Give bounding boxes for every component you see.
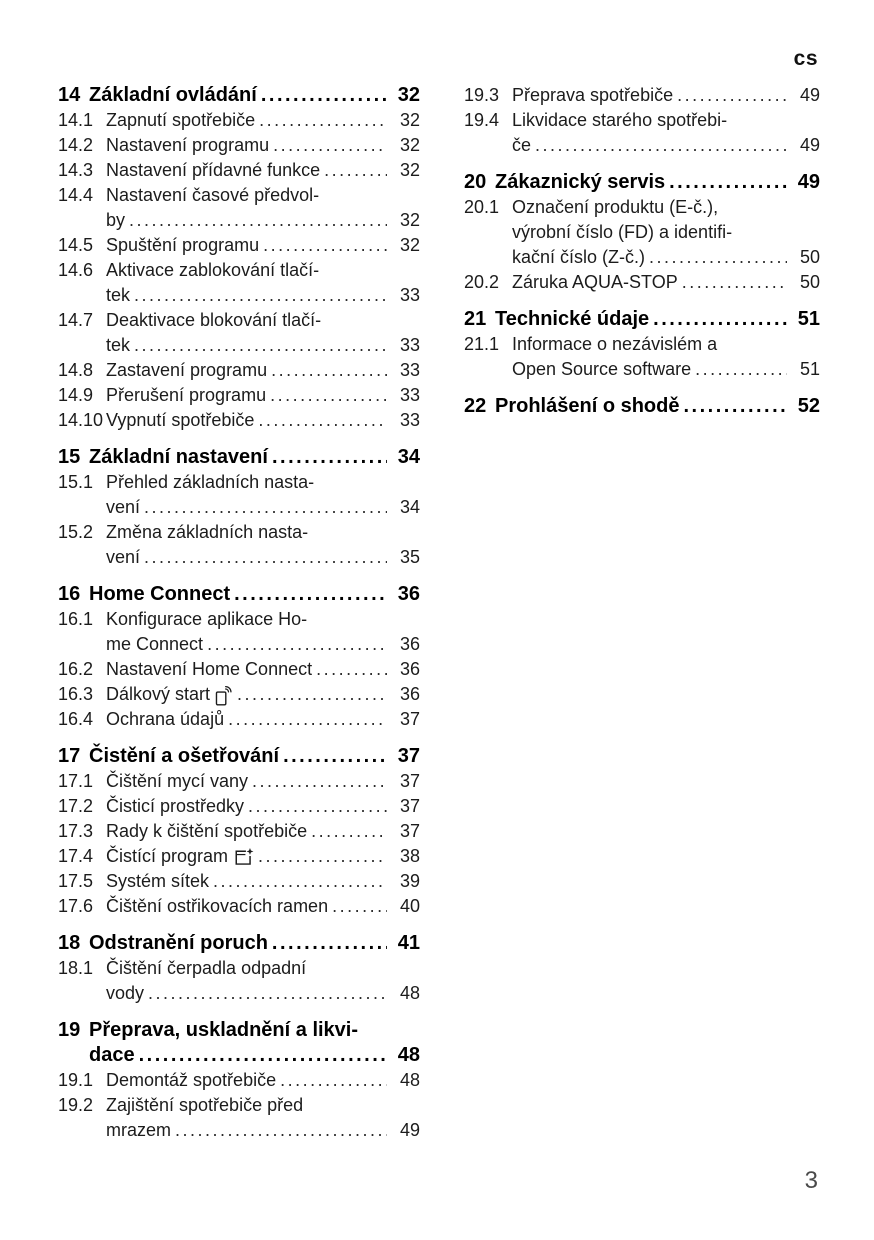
toc-subsection-entry [58,233,420,258]
toc-entry-title: tek [106,335,131,355]
dotted-leader [252,769,387,794]
toc-entry-line [58,445,420,470]
toc-entry-page-number: 35 [399,547,420,567]
toc-entry-title: Čištění mycí vany [106,771,249,791]
toc-entry-page-number: 32 [399,210,420,230]
dotted-leader [677,83,787,108]
toc-entry-page-number: 34 [397,446,420,468]
dotted-leader [324,158,387,183]
toc-entry-page-number: 40 [399,896,420,916]
toc-entry-line [58,956,420,981]
toc-entry-number: 15 [58,446,81,468]
toc-entry-number: 21 [464,308,487,330]
machine-care-icon [233,848,254,867]
toc-entry-title: vení [106,497,141,517]
toc-subsection-entry [464,83,820,108]
toc-entry-page-number: 32 [399,135,420,155]
dotted-leader [258,844,387,869]
toc-entry-title: Aktivace zablokování tlačí- [106,260,320,280]
toc-entry-line [58,844,420,869]
toc-entry-number: 19.4 [464,110,500,130]
toc-entry-number: 14.5 [58,235,94,255]
toc-entry-line [58,208,420,233]
toc-entry-number: 18 [58,932,81,954]
dotted-leader [228,707,387,732]
toc-entry-page-number: 39 [399,871,420,891]
toc-entry-title: Dálkový start [106,684,211,704]
toc-entry-title: Rady k čištění spotřebiče [106,821,308,841]
dotted-leader [144,545,387,570]
toc-entry-page-number: 49 [797,171,820,193]
dotted-leader [261,83,387,108]
toc-entry-page-number: 50 [799,247,820,267]
toc-entry-line [58,794,420,819]
dotted-leader [258,408,387,433]
toc-entry-title: Změna základních nasta- [106,522,309,542]
toc-entry-line [58,283,420,308]
toc-entry-title: Zákaznický servis [495,171,666,193]
toc-section-entry [464,307,820,332]
toc-entry-title: Označení produktu (E-č.), [512,197,719,217]
dotted-leader [316,657,387,682]
toc-entry-line [464,245,820,270]
toc-entry-page-number: 36 [399,684,420,704]
toc-subsection-entry [58,183,420,233]
toc-entry-page-number: 33 [399,410,420,430]
toc-subsection-entry [58,133,420,158]
toc-entry-number: 19.2 [58,1095,94,1115]
toc-entry-line [58,894,420,919]
toc-entry-title: Ochrana údajů [106,709,225,729]
toc-entry-page-number: 38 [399,846,420,866]
toc-entry-number: 19.1 [58,1070,94,1090]
dotted-leader [270,383,387,408]
toc-entry-page-number: 37 [399,771,420,791]
toc-entry-line [464,270,820,295]
toc-entry-title: če [512,135,532,155]
toc-subsection-entry [58,869,420,894]
toc-entry-line [58,183,420,208]
dotted-leader [272,445,387,470]
toc-entry-number: 17.6 [58,896,94,916]
toc-entry-page-number: 48 [399,983,420,1003]
toc-subsection-entry [58,657,420,682]
toc-subsection-entry [58,258,420,308]
toc-entry-title: Nastavení Home Connect [106,659,313,679]
toc-entry-page-number: 41 [397,932,420,954]
toc-entry-title: Čistění a ošetřování [89,745,280,767]
toc-subsection-entry [58,707,420,732]
toc-entry-title: Nastavení přídavné funkce [106,160,321,180]
dotted-leader [207,632,387,657]
toc-entry-line [464,394,820,419]
toc-subsection-entry [58,158,420,183]
remote-start-icon [215,685,233,707]
dotted-leader [213,869,387,894]
dotted-leader [175,1118,387,1143]
toc-entry-number: 14.9 [58,385,94,405]
toc-entry-number: 17.4 [58,846,94,866]
toc-column-right [464,83,820,1143]
toc-entry-number: 15.2 [58,522,94,542]
toc-entry-number: 17.2 [58,796,94,816]
toc-entry-title: Základní nastavení [89,446,268,468]
toc-entry-number: 14.8 [58,360,94,380]
toc-entry-page-number: 49 [399,1120,420,1140]
toc-entry-page-number: 48 [399,1070,420,1090]
toc-entry-title: Zastavení programu [106,360,268,380]
dotted-leader [263,233,387,258]
toc-entry-line [58,408,420,433]
toc-entry-title: Vypnutí spotřebiče [106,410,255,430]
toc-entry-line [58,258,420,283]
toc-entry-title: me Connect [106,634,204,654]
toc-entry-page-number: 37 [399,821,420,841]
dotted-leader [144,495,387,520]
dotted-leader [271,358,387,383]
toc-entry-line [464,357,820,382]
toc-subsection-entry [58,844,420,869]
toc-entry-number: 22 [464,395,487,417]
toc-entry-page-number: 51 [799,359,820,379]
toc-entry-title: Čisticí prostředky [106,796,245,816]
toc-subsection-entry [464,108,820,158]
toc-entry-title: Prohlášení o shodě [495,395,680,417]
toc-entry-title: Čistící program [106,846,229,866]
toc-entry-page-number: 49 [799,85,820,105]
toc-entry-page-number: 36 [397,583,420,605]
toc-entry-line [464,307,820,332]
toc-entry-line [58,657,420,682]
toc-subsection-entry [58,682,420,707]
toc-entry-number: 16.2 [58,659,94,679]
toc-entry-line [58,308,420,333]
toc-entry-title: Home Connect [89,583,231,605]
toc-entry-line [464,83,820,108]
toc-entry-title: Nastavení časové předvol- [106,185,320,205]
table-of-contents [58,83,820,1143]
toc-entry-line [58,545,420,570]
toc-entry-number: 17.3 [58,821,94,841]
toc-entry-page-number: 36 [399,659,420,679]
dotted-leader [139,1043,387,1068]
dotted-leader [311,819,387,844]
toc-entry-title: Zajištění spotřebiče před [106,1095,304,1115]
toc-column-left [58,83,420,1143]
dotted-leader [695,357,787,382]
toc-entry-title: Open Source software [512,359,692,379]
toc-entry-title: dace [89,1044,135,1066]
toc-entry-title: Záruka AQUA-STOP [512,272,678,292]
toc-subsection-entry [58,607,420,657]
toc-subsection-entry [464,270,820,295]
toc-entry-line [58,495,420,520]
toc-entry-line [58,744,420,769]
toc-subsection-entry [58,956,420,1006]
toc-entry-page-number: 32 [399,110,420,130]
toc-entry-line [58,769,420,794]
toc-section-entry [58,83,420,108]
toc-entry-line [464,133,820,158]
toc-entry-page-number: 51 [797,308,820,330]
toc-entry-number: 16.3 [58,684,94,704]
page-number: 3 [804,1167,818,1194]
toc-entry-number: 16.1 [58,609,94,629]
toc-subsection-entry [58,308,420,358]
toc-entry-number: 16.4 [58,709,94,729]
toc-entry-number: 17.5 [58,871,94,891]
toc-section-entry [464,394,820,419]
toc-entry-title: Systém sítek [106,871,210,891]
toc-entry-title: Konfigurace aplikace Ho- [106,609,308,629]
toc-entry-line [58,333,420,358]
toc-section-entry [58,931,420,956]
toc-entry-page-number: 49 [799,135,820,155]
toc-subsection-entry [58,108,420,133]
toc-entry-title: Čištění ostřikovacích ramen [106,896,329,916]
toc-entry-number: 17.1 [58,771,94,791]
toc-entry-number: 14 [58,84,81,106]
dotted-leader [129,208,387,233]
toc-entry-number: 14.1 [58,110,94,130]
toc-subsection-entry [58,794,420,819]
dotted-leader [273,133,387,158]
toc-entry-line [58,1068,420,1093]
toc-entry-line [58,1118,420,1143]
toc-entry-line [58,607,420,632]
dotted-leader [682,270,787,295]
toc-entry-number: 14.6 [58,260,94,280]
toc-subsection-entry [58,470,420,520]
toc-subsection-entry [58,1068,420,1093]
toc-entry-number: 14.10 [58,410,104,430]
toc-entry-number: 14.7 [58,310,94,330]
toc-entry-page-number: 37 [399,796,420,816]
toc-entry-number: 15.1 [58,472,94,492]
toc-entry-line [58,383,420,408]
dotted-leader [134,283,387,308]
toc-subsection-entry [58,769,420,794]
dotted-leader [535,133,787,158]
toc-entry-title: výrobní číslo (FD) a identifi- [512,222,733,242]
toc-entry-page-number: 33 [399,285,420,305]
toc-entry-title: Přehled základních nasta- [106,472,315,492]
toc-entry-page-number: 37 [399,709,420,729]
dotted-leader [653,307,787,332]
toc-entry-line [464,220,820,245]
toc-entry-title: Zapnutí spotřebiče [106,110,256,130]
toc-section-entry [58,445,420,470]
toc-entry-line [58,819,420,844]
toc-entry-line [464,195,820,220]
toc-entry-page-number: 52 [797,395,820,417]
toc-entry-title: Odstranění poruch [89,932,268,954]
toc-entry-line [58,233,420,258]
toc-entry-title: kační číslo (Z-č.) [512,247,646,267]
toc-entry-title: mrazem [106,1120,172,1140]
toc-entry-line [464,170,820,195]
dotted-leader [234,582,387,607]
toc-entry-page-number: 33 [399,385,420,405]
toc-entry-title: Demontáž spotřebiče [106,1070,277,1090]
toc-entry-line [58,158,420,183]
toc-subsection-entry [58,819,420,844]
dotted-leader [272,931,387,956]
toc-entry-title: Nastavení programu [106,135,270,155]
toc-entry-line [58,358,420,383]
toc-section-entry [58,1018,420,1068]
toc-entry-page-number: 48 [397,1044,420,1066]
dotted-leader [134,333,387,358]
toc-entry-title: tek [106,285,131,305]
toc-subsection-entry [464,332,820,382]
toc-entry-title: vení [106,547,141,567]
toc-entry-line [58,931,420,956]
language-code-label: cs [793,47,818,70]
toc-entry-number: 20.2 [464,272,500,292]
toc-entry-number: 19.3 [464,85,500,105]
toc-section-entry [58,744,420,769]
toc-entry-number: 21.1 [464,334,500,354]
toc-subsection-entry [58,894,420,919]
dotted-leader [237,682,387,707]
toc-entry-line [58,869,420,894]
toc-entry-number: 14.2 [58,135,94,155]
toc-entry-title: Čištění čerpadla odpadní [106,958,307,978]
dotted-leader [280,1068,387,1093]
toc-entry-number: 17 [58,745,81,767]
toc-entry-number: 14.4 [58,185,94,205]
toc-entry-number: 19 [58,1019,81,1041]
toc-subsection-entry [58,383,420,408]
toc-entry-title: Likvidace starého spotřebi- [512,110,728,130]
toc-entry-line [58,470,420,495]
toc-entry-line [58,682,420,707]
toc-entry-line [58,1043,420,1068]
toc-entry-line [58,632,420,657]
toc-entry-number: 20.1 [464,197,500,217]
toc-entry-page-number: 32 [399,235,420,255]
toc-entry-page-number: 37 [397,745,420,767]
toc-entry-page-number: 33 [399,335,420,355]
toc-entry-line [58,520,420,545]
toc-entry-title: Spuštění programu [106,235,260,255]
dotted-leader [283,744,387,769]
toc-entry-page-number: 34 [399,497,420,517]
toc-subsection-entry [58,358,420,383]
toc-section-entry [58,582,420,607]
dotted-leader [248,794,387,819]
toc-entry-title: Přeprava spotřebiče [512,85,674,105]
toc-entry-number: 16 [58,583,81,605]
toc-entry-title: Základní ovládání [89,84,257,106]
dotted-leader [669,170,787,195]
toc-entry-page-number: 50 [799,272,820,292]
toc-entry-number: 18.1 [58,958,94,978]
toc-entry-title: Informace o nezávislém a [512,334,718,354]
toc-entry-title: Přeprava, uskladnění a likvi- [89,1019,359,1041]
toc-entry-line [58,981,420,1006]
toc-entry-title: Deaktivace blokování tlačí- [106,310,322,330]
toc-entry-number: 14.3 [58,160,94,180]
toc-entry-line [58,108,420,133]
dotted-leader [148,981,387,1006]
toc-section-entry [464,170,820,195]
toc-entry-number: 20 [464,171,487,193]
toc-entry-line [58,1093,420,1118]
toc-entry-page-number: 32 [399,160,420,180]
dotted-leader [683,394,787,419]
toc-entry-page-number: 32 [397,84,420,106]
toc-subsection-entry [58,1093,420,1143]
toc-entry-line [58,133,420,158]
toc-entry-line [464,108,820,133]
toc-entry-title: by [106,210,126,230]
dotted-leader [649,245,787,270]
toc-entry-page-number: 33 [399,360,420,380]
toc-subsection-entry [464,195,820,270]
dotted-leader [332,894,387,919]
toc-entry-title: Technické údaje [495,308,650,330]
toc-entry-line [58,707,420,732]
dotted-leader [259,108,387,133]
toc-entry-title: Přerušení programu [106,385,267,405]
toc-entry-line [58,83,420,108]
toc-subsection-entry [58,408,420,433]
toc-entry-line [58,1018,420,1043]
toc-entry-page-number: 36 [399,634,420,654]
toc-entry-line [464,332,820,357]
toc-entry-title: vody [106,983,145,1003]
toc-subsection-entry [58,520,420,570]
toc-entry-line [58,582,420,607]
